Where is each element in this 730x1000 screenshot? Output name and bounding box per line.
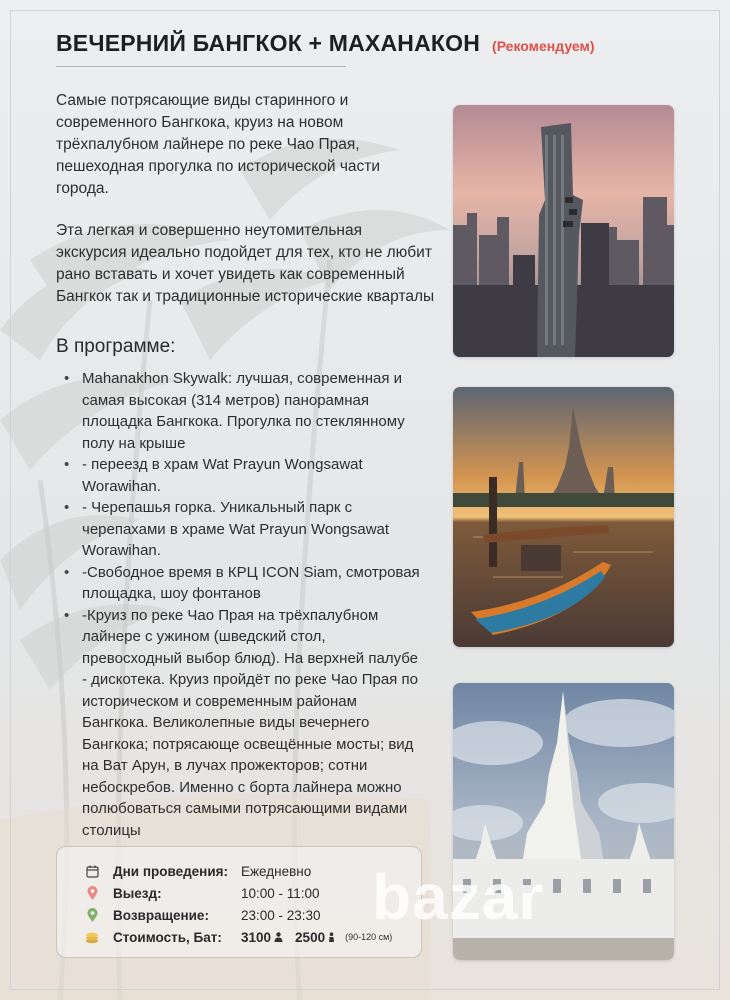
price-label: Стоимость, Бат: [113, 929, 222, 945]
page-title: ВЕЧЕРНИЙ БАНГКОК + МАХАНАКОН [56, 30, 481, 56]
departure-value: 10:00 - 11:00 [241, 885, 320, 901]
return-label: Возвращение: [113, 907, 209, 923]
program-heading: В программе: [56, 336, 176, 357]
program-item: • -Свободное время в КРЦ ICON Siam, смотровая площадка, шоу фонтанов [64, 562, 424, 605]
price-adult: 3100 [241, 929, 272, 945]
intro-section [56, 90, 436, 328]
info-row-return [85, 907, 321, 923]
mahanakhon-tower-photo [453, 105, 674, 357]
coins-icon [85, 929, 99, 945]
recommended-badge: (Рекомендуем) [492, 38, 595, 54]
person-icon [274, 930, 283, 945]
header [56, 30, 595, 57]
location-pin-icon [85, 907, 99, 923]
intro-paragraph-2: Эта легкая и совершенно неутомительная экскурсия идеально подойдет для тех, кто не любит рано вставать и хочет увидеть как современный Бангкок так и традиционные исторические кварталы [56, 222, 435, 305]
days-label: Дни проведения: [113, 863, 229, 879]
price-child: 2500 [295, 929, 326, 945]
title-divider [56, 66, 346, 67]
tour-info-box [56, 846, 422, 958]
price-note: (90-120 см) [345, 932, 393, 942]
program-item: • - переезд в храм Wat Prayun Wongsawat Worawihan. [64, 454, 424, 497]
wat-arun-boat-photo [453, 387, 674, 647]
program-item: • -Круиз по реке Чао Прая на трёхпалубном лайнере с ужином (шведский стол, превосходный выбор блюд). На верхней палубе - дискотека. Круиз пройдёт по реке Чао Прая по историческом и современным районам Бангкока. Великолепные виды вечернего Бангкока; потрясающе освещённые мосты; вид на Ват Арун, в лучах прожекторов; сотни небоскребов. Именно с борта лайнера можно полюбоваться самыми потрясающими видами столицы [64, 605, 424, 842]
intro-paragraph-1: Самые потрясающие виды старинного и современного Бангкока, круиз на новом трёхпалубном лайнере по реке Чао Прая, пешеходная прогулка по исторической части города. [56, 92, 381, 197]
days-value: Ежедневно [241, 863, 312, 879]
return-value: 23:00 - 23:30 [241, 907, 321, 923]
info-row-departure [85, 885, 320, 901]
info-row-price [85, 929, 392, 945]
bazar-watermark: bazar [372, 861, 545, 933]
info-row-days [85, 863, 311, 879]
child-icon [328, 930, 335, 945]
departure-label: Выезд: [113, 885, 162, 901]
location-pin-icon [85, 885, 99, 901]
program-item: • Mahanakhon Skywalk: лучшая, современная и самая высокая (314 метров) панорамная площадка Бангкока. Прогулка по стеклянному полу на крыше [64, 368, 424, 454]
program-item: • - Черепашья горка. Уникальный парк с черепахами в храме Wat Prayun Wongsawat Worawihan. [64, 497, 424, 562]
program-list [64, 368, 424, 841]
calendar-icon [85, 863, 99, 879]
